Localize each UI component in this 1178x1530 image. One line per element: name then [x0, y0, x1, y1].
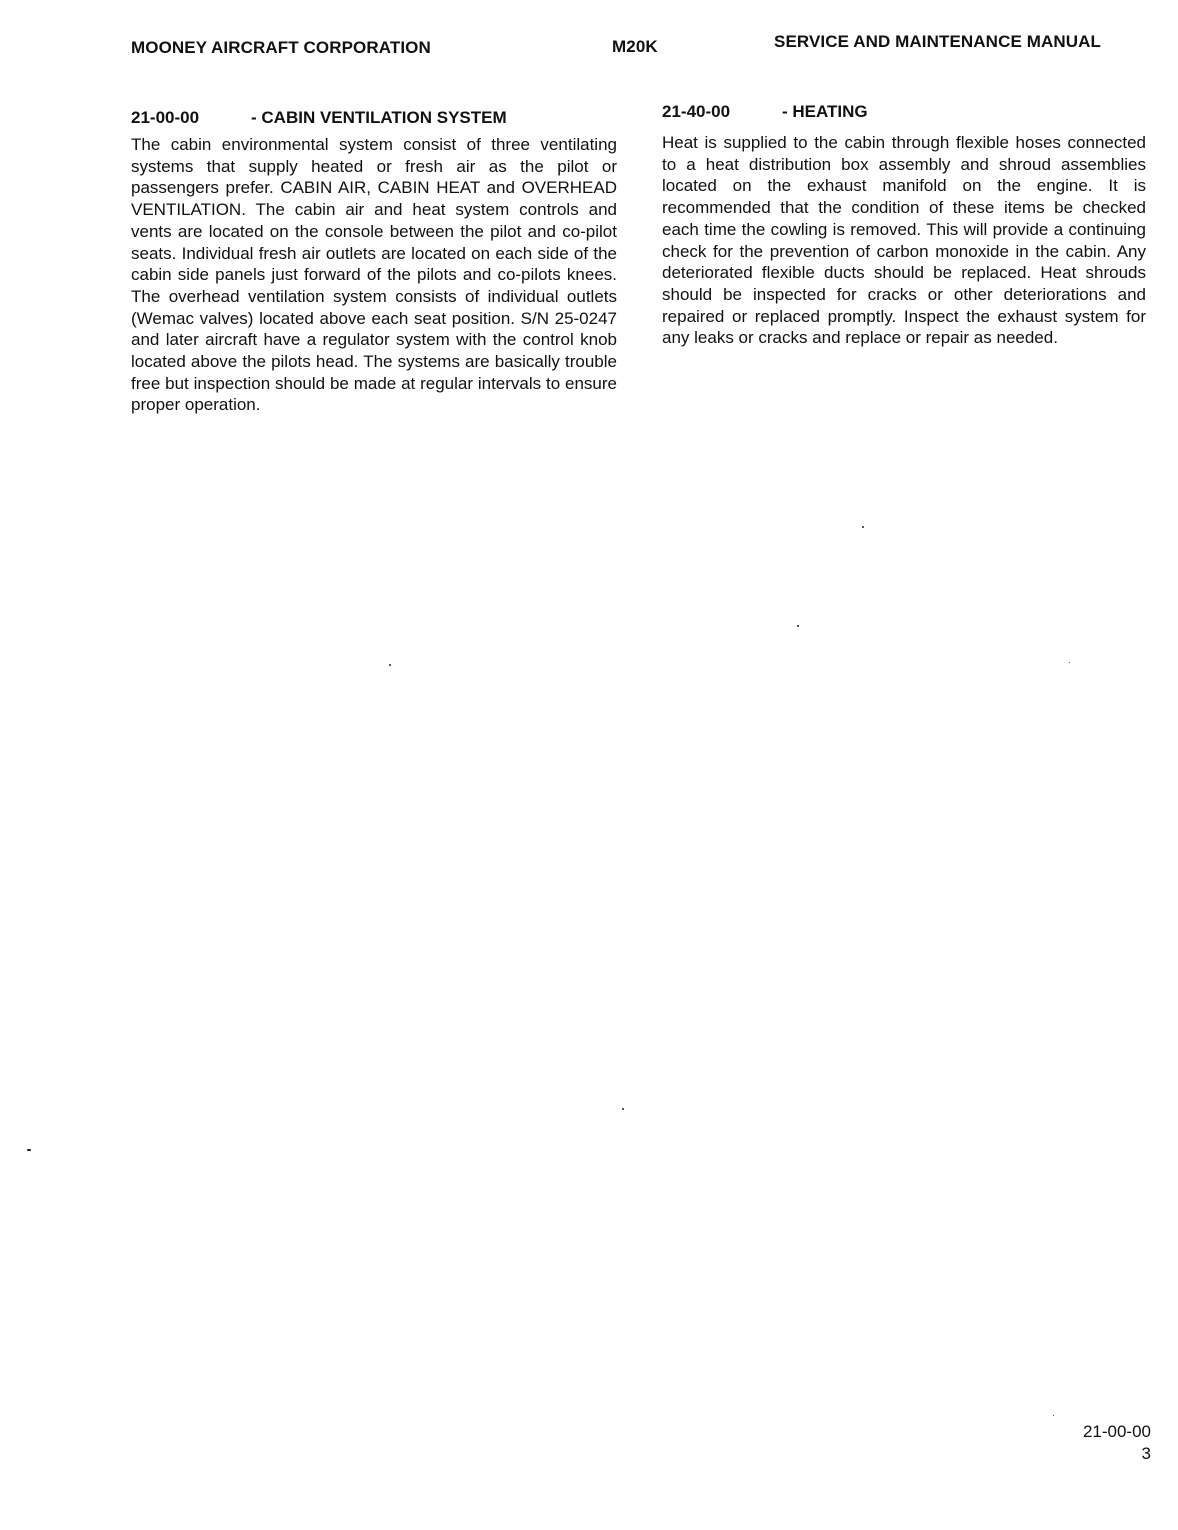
- scan-speck: [862, 526, 864, 528]
- section-heating: [662, 102, 1148, 349]
- section-cabin-ventilation: [131, 102, 617, 416]
- section-heading: [131, 108, 617, 132]
- section-heading: [662, 102, 1148, 126]
- section-code: 21-00-00: [131, 108, 200, 127]
- section-title: - HEATING: [782, 102, 868, 121]
- footer-section-code: 21-00-00: [1082, 1422, 1151, 1441]
- scan-speck: [1053, 1415, 1054, 1416]
- company-name: MOONEY AIRCRAFT CORPORATION: [131, 38, 431, 57]
- scan-speck: [797, 625, 799, 627]
- section-body: Heat is supplied to the cabin through flexible hoses connected to a heat distribution box assembly and shroud assemblies located on the exhaust manifold on the engine. It is recommended that the condition of these items be checked each time the cowling is removed. This will provide a continuing check for the prevention of carbon monoxide in the cabin. Any deteriorated flexible ducts should be replaced. Heat shrouds should be inspected for cracks or other deteriorations and repaired or replaced promptly. Inspect the exhaust system for any leaks or cracks and replace or repair as needed.: [662, 133, 1146, 348]
- page-number: 3: [1141, 1444, 1151, 1463]
- section-body: The cabin environmental system consist of three ventilating systems that supply heated or fresh air as the pilot or passengers prefer. CABIN AIR, CABIN HEAT and OVERHEAD VENTILATION. The cabin air and heat system controls and vents are located on the console between the pilot and co-pilot seats. Individual fresh air outlets are located on each side of the cabin side panels just forward of the pilots and co-pilots knees. The overhead ventilation system consists of individual outlets (Wemac valves) located above each seat position. S/N 25-0247 and later aircraft have a regulator system with the control knob located above the pilots head. The systems are basically trouble free but inspection should be made at regular intervals to ensure proper operation.: [131, 135, 617, 415]
- scan-speck: [389, 664, 391, 666]
- scan-speck: [1069, 662, 1070, 663]
- section-code: 21-40-00: [662, 102, 731, 121]
- aircraft-model: M20K: [612, 37, 658, 56]
- scan-speck: [27, 1149, 31, 1151]
- manual-title: SERVICE AND MAINTENANCE MANUAL: [774, 32, 1101, 51]
- section-title: - CABIN VENTILATION SYSTEM: [251, 108, 507, 127]
- page-footer: [1083, 1421, 1151, 1465]
- scan-speck: [622, 1108, 624, 1110]
- page-header: [0, 32, 1178, 62]
